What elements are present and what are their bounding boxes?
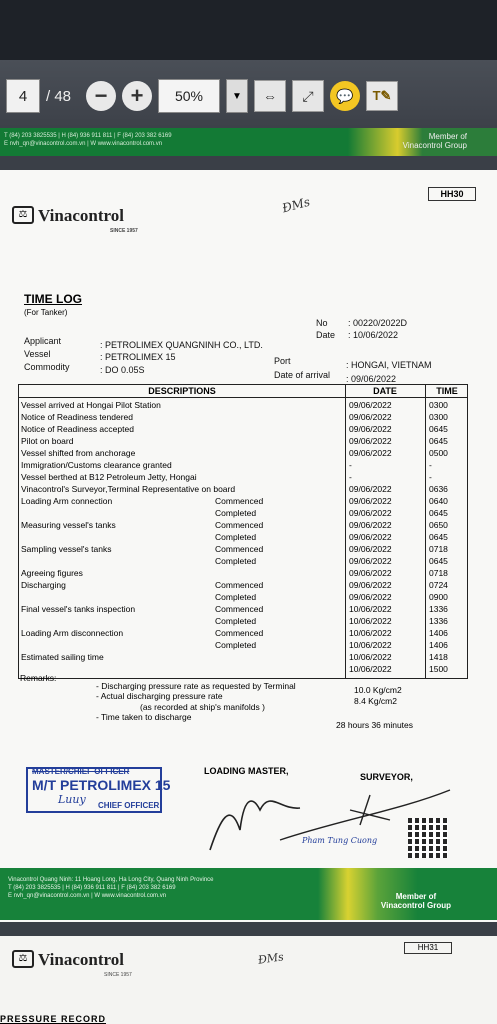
row-description: Notice of Readiness tendered [21,412,133,422]
stamp-signature: Luuy [58,793,86,806]
row-description: Estimated sailing time [21,652,104,662]
row-date: 09/06/2022 [349,568,392,578]
remarks-line1: - Discharging pressure rate as requested by Terminal [96,681,296,691]
table-row [19,471,469,483]
row-date: - [349,460,352,470]
remarks-line3: (as recorded at ship's manifolds ) [140,702,265,712]
row-status: Commenced [215,544,264,554]
row-status: Commenced [215,496,264,506]
next-document-code: HH31 [404,942,452,954]
row-time: 0645 [429,508,448,518]
commodity-value: : DO 0.05S [100,365,145,375]
next-logo-since: SINCE 1957 [104,972,132,978]
zoom-in-button[interactable] [122,81,152,111]
row-description: Measuring vessel's tanks [21,520,116,530]
comment-icon: 💬 [336,87,354,104]
surveyor-label: SURVEYOR, [360,772,413,782]
row-time: 1336 [429,616,448,626]
zoom-dropdown-button[interactable] [226,79,248,113]
header-date: DATE [373,386,397,396]
row-description: Vinacontrol's Surveyor,Terminal Representative on board [21,484,236,494]
table-row [19,447,469,459]
row-description: Sampling vessel's tanks [21,544,112,554]
doc-subtitle: (For Tanker) [24,308,68,317]
remarks-line1-value: 10.0 Kg/cm2 [354,685,402,695]
footer-company: Vinacontrol Quang Ninh: 11 Hoang Long, Ha Long City, Quang Ninh Province [8,877,214,883]
arrival-label: Date of arrival [274,370,331,380]
row-time: 0636 [429,484,448,494]
fit-width-button[interactable] [254,80,286,112]
doc-title: TIME LOG [24,292,82,306]
page-gap [0,922,497,936]
row-time: 0718 [429,544,448,554]
footer-member-line2: Vinacontrol Group [380,901,451,910]
table-row [19,651,469,663]
row-time: 1418 [429,652,448,662]
row-time: 0645 [429,556,448,566]
remarks-line2-value: 8.4 Kg/cm2 [354,696,397,706]
chevron-down-icon: ▼ [232,90,242,102]
row-date: 10/06/2022 [349,640,392,650]
document-page [0,170,497,922]
table-row [19,663,469,675]
row-time: 0645 [429,532,448,542]
table-row [19,399,469,411]
next-vinacontrol-logo [12,950,124,970]
row-time: - [429,472,432,482]
row-date: 09/06/2022 [349,436,392,446]
remarks-line4: - Time taken to discharge [96,712,192,722]
row-time: 0650 [429,520,448,530]
row-time: 0640 [429,496,448,506]
row-description: Vessel berthed at B12 Petroleum Jetty, Hongai [21,472,197,482]
row-description: Loading Arm disconnection [21,628,124,638]
header-divider [19,397,467,398]
row-date: 09/06/2022 [349,556,392,566]
row-date: 09/06/2022 [349,592,392,602]
document-code: HH30 [428,187,476,201]
footer-contact-line1: T (84) 203 3825535 | H (84) 936 911 811 | F (84) 203 382 6169 [8,885,176,891]
previous-page-footer [0,128,497,156]
row-status: Completed [215,532,257,542]
row-status: Commenced [215,520,264,530]
row-date: 10/06/2022 [349,664,392,674]
zoom-out-button[interactable] [86,81,116,111]
row-description: Vessel shifted from anchorage [21,448,136,458]
minus-icon: − [94,83,108,108]
row-description: Discharging [21,580,66,590]
next-initials-signature: ĐMs [257,950,285,967]
row-time: 0300 [429,412,448,422]
row-status: Completed [215,592,257,602]
table-row [19,579,469,591]
loading-master-label: LOADING MASTER, [204,766,289,776]
table-row [19,483,469,495]
row-date: 09/06/2022 [349,508,392,518]
prev-contact-line1: T (84) 203 3825535 | H (84) 936 911 811 | F (84) 203 382 6169 [4,133,172,139]
header-time: TIME [436,386,458,396]
table-row [19,603,469,615]
table-row [19,627,469,639]
table-row [19,591,469,603]
row-date: 09/06/2022 [349,424,392,434]
zoom-select[interactable]: 50% [158,79,220,113]
row-time: 1336 [429,604,448,614]
prev-member-line2: Vinacontrol Group [402,141,467,150]
table-row [19,555,469,567]
prev-contact-line2: E nvh_qn@vinacontrol.com.vn | W www.vinacontrol.com.vn [4,141,163,147]
vessel-stamp [26,767,171,813]
row-status: Completed [215,640,257,650]
row-time: 1406 [429,628,448,638]
row-date: 09/06/2022 [349,496,392,506]
next-page [0,936,497,1024]
table-row [19,531,469,543]
row-time: 1500 [429,664,448,674]
title-bar [0,0,497,60]
highlighter-icon: T✎ [372,88,392,103]
vinacontrol-logo [12,206,138,234]
arrival-value: : 09/06/2022 [346,374,397,384]
remarks-line4-value: 28 hours 36 minutes [336,720,414,730]
row-date: 09/06/2022 [349,544,392,554]
row-description: Pilot on board [21,436,74,446]
row-date: 09/06/2022 [349,532,392,542]
highlight-button[interactable] [366,81,398,111]
table-row [19,423,469,435]
table-row [19,435,469,447]
toolbar [0,60,497,132]
row-date: 09/06/2022 [349,448,392,458]
stamp-role: CHIEF OFFICER [98,801,160,810]
commodity-label: Commodity [24,362,70,372]
next-logo-text: Vinacontrol [38,950,124,969]
row-description: Loading Arm connection [21,496,113,506]
surveyor-name: Pham Tung Cuong [302,836,378,845]
logo-text: Vinacontrol [38,206,124,225]
no-label: No [316,318,328,328]
row-time: 0645 [429,424,448,434]
footer-contact-line2: E nvh_qn@vinacontrol.com.vn | W www.vinacontrol.com.vn [8,893,167,899]
row-date: 10/06/2022 [349,652,392,662]
table-row [19,507,469,519]
row-status: Commenced [215,628,264,638]
comment-button[interactable] [330,81,360,111]
stamp-master-label: MASTER/CHIEF OFFICER [32,767,130,776]
table-row [19,639,469,651]
row-date: 09/06/2022 [349,484,392,494]
row-time: 0718 [429,568,448,578]
row-date: 10/06/2022 [349,628,392,638]
row-status: Completed [215,556,257,566]
row-time: 1406 [429,640,448,650]
row-date: 09/06/2022 [349,412,392,422]
port-value: : HONGAI, VIETNAM [346,360,432,370]
table-row [19,495,469,507]
prev-member-line1: Member of [428,132,467,141]
table-row [19,411,469,423]
date-label: Date [316,330,336,340]
initials-signature: ĐMs [280,194,312,216]
row-date: 10/06/2022 [349,616,392,626]
date-value: : 10/06/2022 [348,330,399,340]
scales-icon: ⚖ [12,206,34,224]
table-row [19,519,469,531]
table-row [19,459,469,471]
row-description: Vessel arrived at Hongai Pilot Station [21,400,161,410]
row-time: 0724 [429,580,448,590]
no-value: : 00220/2022D [348,318,408,328]
fit-page-button[interactable] [292,80,324,112]
fit-page-icon: ⤢ [302,87,314,104]
vessel-label: Vessel [24,349,51,359]
scales-icon: ⚖ [12,950,34,968]
row-description: Agreeing figures [21,568,83,578]
next-page-heading: PRESSURE RECORD [0,1014,107,1024]
page-number-input[interactable]: 4 [6,79,40,113]
row-time: 0900 [429,592,448,602]
row-time: 0500 [429,448,448,458]
logo-since: SINCE 1957 [110,228,138,234]
row-description: Notice of Readiness accepted [21,424,134,434]
applicant-label: Applicant [24,336,62,346]
table-row [19,543,469,555]
table-row [19,567,469,579]
remarks-label: Remarks: [20,673,57,683]
header-descriptions: DESCRIPTIONS [148,386,216,396]
qr-code-pattern [408,818,448,858]
plus-icon: + [130,83,144,108]
row-status: Commenced [215,580,264,590]
row-date: 09/06/2022 [349,520,392,530]
applicant-value: : PETROLIMEX QUANGNINH CO., LTD. [100,340,263,350]
vessel-value: : PETROLIMEX 15 [100,352,176,362]
page-total: / 48 [46,87,72,105]
row-date: 09/06/2022 [349,400,392,410]
row-date: - [349,472,352,482]
row-time: 0300 [429,400,448,410]
remarks-line2: - Actual discharging pressure rate [96,691,223,701]
page-footer [0,868,497,920]
row-date: 09/06/2022 [349,580,392,590]
time-log-table [18,384,468,679]
table-row [19,615,469,627]
row-status: Completed [215,508,257,518]
row-date: 10/06/2022 [349,604,392,614]
row-status: Commenced [215,604,264,614]
port-label: Port [274,356,291,366]
row-description: Immigration/Customs clearance granted [21,460,172,470]
row-description: Final vessel's tanks inspection [21,604,136,614]
row-status: Completed [215,616,257,626]
stamp-vessel: M/T PETROLIMEX 15 [32,777,171,793]
footer-member-line1: Member of [395,892,437,901]
row-time: - [429,460,432,470]
row-time: 0645 [429,436,448,446]
fit-width-icon: ⇔ [263,88,277,104]
